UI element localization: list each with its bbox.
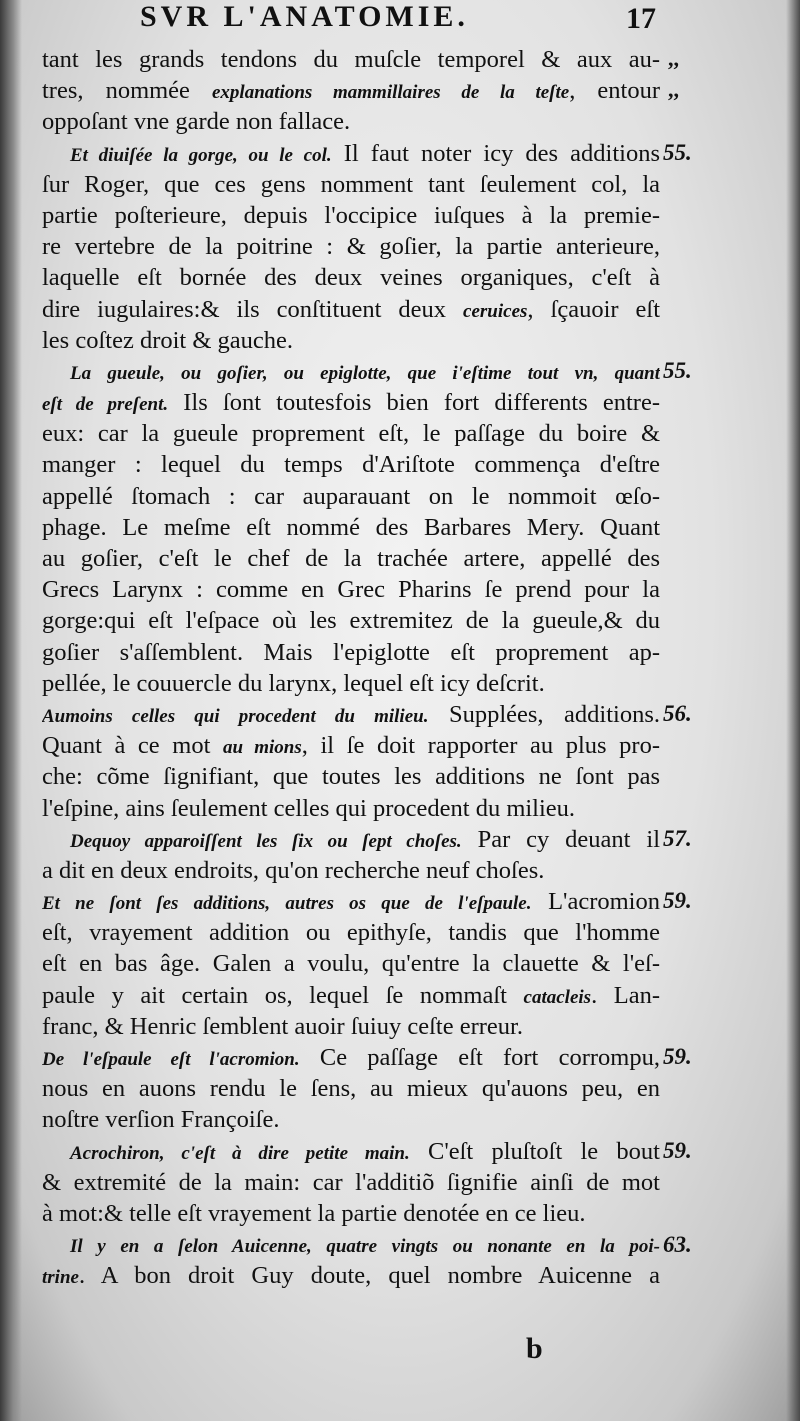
margin-note: 59. [663, 888, 692, 914]
margin-note: 57. [663, 826, 692, 851]
body-text-run: Ils ſont toutesfois bien fort differents entre- [168, 389, 660, 417]
body-text-run: Grecs Larynx : comme en Grec Pharins ſe prend pour la [42, 576, 660, 604]
body-text-run: che: cõme ſignifiant, que toutes les additions ne ſont pas [42, 763, 660, 791]
text-line [42, 1260, 660, 1291]
text-line [42, 637, 660, 668]
lemma-text: De l'eſpaule eſt l'acromion. [42, 1049, 300, 1070]
body-text-run: goſier s'aſſemblent. Mais l'epiglotte eſt proprement ap- [42, 638, 660, 666]
body-text-run: manger : lequel du temps d'Ariſtote commença d'eſtre [42, 451, 660, 479]
text-line [42, 1042, 660, 1073]
quotation-mark: ,, [668, 46, 679, 71]
text-line [42, 1167, 660, 1198]
text-line [42, 294, 660, 325]
text-line [42, 855, 660, 886]
text-line [42, 730, 660, 761]
body-text-run: , entour [569, 77, 660, 105]
lemma-text: Aumoins celles qui procedent du milieu. [42, 705, 429, 727]
text-line [42, 793, 660, 824]
body-text-run: ſur Roger, que ces gens nomment tant ſeulement col, la [42, 170, 660, 198]
text-line [42, 106, 660, 137]
body-text-run: les coſtez droit & gauche. [42, 326, 294, 354]
margin-note: 63. [663, 1231, 692, 1257]
lemma-text: Et ne ſont ſes additions, autres os que de l'eſpaule. [42, 893, 532, 915]
body-text-run: à mot:& telle eſt vrayement la partie denotée en ce lieu. [42, 1199, 586, 1227]
body-text-run: Quant à ce mot [42, 732, 223, 760]
body-text-run: phage. Le meſme eſt nommé des Barbares Mery. Quant [42, 513, 660, 541]
text-line [42, 44, 660, 75]
text-line [42, 917, 660, 948]
body-text-run: L'acromion [531, 888, 660, 916]
body-text-run: , il ſe doit rapporter au plus pro- [301, 732, 660, 760]
lemma-text: Acrochiron, c'eſt à dire petite main. [70, 1142, 410, 1164]
page-gutter-shadow [0, 0, 22, 1421]
body-text-run: Supplées, additions. [428, 700, 660, 728]
body-text-run: re vertebre de la poitrine : & goſier, la partie anterieure, [42, 233, 660, 261]
text-line [42, 262, 660, 293]
margin-note: 55. [663, 139, 692, 165]
text-line [42, 1136, 660, 1167]
body-text-run: franc, & Henric ſemblent auoir ſuiuy ceſte erreur. [42, 1012, 523, 1040]
body-text [42, 44, 660, 1292]
body-text-run: & extremité de la main: car l'additiõ ſignifie ainſi de mot [42, 1168, 660, 1196]
body-text-run: laquelle eſt bornée des deux veines organiques, c'eſt à [42, 264, 660, 292]
lemma-text: explanations mammillaires de la teſte [212, 82, 570, 104]
text-line [42, 980, 660, 1011]
page-edge-shadow [786, 0, 800, 1421]
running-title: SVR L'ANATOMIE. [140, 0, 469, 33]
lemma-text: La gueule, ou goſier, ou epiglotte, que i'eſtime tout vn, quant [70, 362, 660, 384]
text-line [42, 1073, 660, 1104]
text-line [42, 231, 660, 262]
body-text-run: tres, nommée [42, 77, 212, 105]
lemma-text: ceruices [463, 300, 528, 322]
lemma-text: trine [42, 1267, 79, 1289]
text-line [42, 886, 660, 917]
body-text-run: partie poſterieure, depuis l'occipice iuſques à la premie- [42, 201, 660, 229]
text-line [42, 543, 660, 574]
body-text-run: Par cy deuant il [461, 825, 660, 853]
text-line [42, 605, 660, 636]
text-line [42, 1011, 660, 1042]
text-line [42, 824, 660, 855]
body-text-run: au goſier, c'eſt le chef de la trachée artere, appellé des [42, 545, 660, 572]
text-line [42, 325, 660, 356]
body-text-run: pellée, le couuercle du larynx, lequel eſt icy deſcrit. [42, 669, 545, 697]
text-line [42, 418, 660, 449]
text-line [42, 138, 660, 169]
body-text-run: dire iugulaires:& ils conſtituent deux [42, 295, 464, 323]
margin-note: 55. [663, 358, 692, 383]
text-line [42, 761, 660, 792]
body-text-run: C'eſt pluſtoſt le bout [409, 1137, 660, 1165]
body-text-run: eux: car la gueule proprement eſt, le paſſage du boire & [42, 420, 660, 448]
margin-note: 59. [663, 1044, 692, 1070]
signature-mark: b [526, 1332, 543, 1365]
lemma-text: eſt de preſent. [42, 394, 169, 416]
text-line [42, 699, 660, 730]
lemma-text: Dequoy apparoiſſent les ſix ou ſept choſes. [70, 830, 462, 852]
text-line [42, 200, 660, 231]
body-text-run: , ſçauoir eſt [527, 295, 660, 323]
lemma-text: Et diuiſée la gorge, ou le col. [70, 144, 332, 166]
body-text-run: gorge:qui eſt l'eſpace où les extremitez de la gueule,& du [42, 607, 660, 635]
quotation-mark: ,, [668, 77, 679, 103]
page-number: 17 [626, 2, 656, 35]
body-text-run: . Lan- [591, 981, 660, 1009]
body-text-run: paule y ait certain os, lequel ſe nommaſt [42, 981, 524, 1009]
body-text-run: appellé ſtomach : car auparauant on le nommoit œſo- [42, 482, 660, 510]
body-text-run: l'eſpine, ains ſeulement celles qui procedent du milieu. [42, 794, 576, 822]
text-line [42, 512, 660, 543]
margin-note: 59. [663, 1138, 692, 1163]
text-line [42, 1104, 660, 1135]
text-line [42, 1198, 660, 1229]
lemma-text: Il y en a ſelon Auicenne, quatre vingts ou nonante en la poi- [70, 1236, 660, 1258]
body-text-run: tant les grands tendons du muſcle temporel & aux au- [42, 46, 660, 73]
body-text-run: Ce paſſage eſt fort corrompu, [299, 1044, 660, 1071]
body-text-run: Il faut noter icy des additions [331, 139, 660, 167]
body-text-run: nous en auons rendu le ſens, au mieux qu'auons peu, en [42, 1075, 660, 1103]
body-text-run: a dit en deux endroits, qu'on recherche neuf choſes. [42, 856, 545, 884]
text-line [42, 169, 660, 200]
text-line [42, 75, 660, 106]
text-line [42, 387, 660, 418]
body-text-run: oppoſant vne garde non fallace. [42, 108, 351, 136]
body-text-run: eſt en bas âge. Galen a voulu, qu'entre la clauette & l'eſ- [42, 950, 660, 978]
lemma-text: catacleis [523, 986, 592, 1008]
text-line [42, 574, 660, 605]
margin-note: 56. [663, 701, 692, 727]
body-text-run: noſtre verſion Françoiſe. [42, 1106, 280, 1134]
text-line [42, 668, 660, 699]
text-line [42, 449, 660, 480]
text-line [42, 1229, 660, 1260]
lemma-text: au mions [222, 737, 302, 759]
text-line [42, 948, 660, 979]
body-text-run: . A bon droit Guy doute, quel nombre Auicenne a [78, 1262, 660, 1290]
text-line [42, 356, 660, 387]
text-line [42, 481, 660, 512]
body-text-run: eſt, vrayement addition ou epithyſe, tandis que l'homme [42, 919, 660, 947]
